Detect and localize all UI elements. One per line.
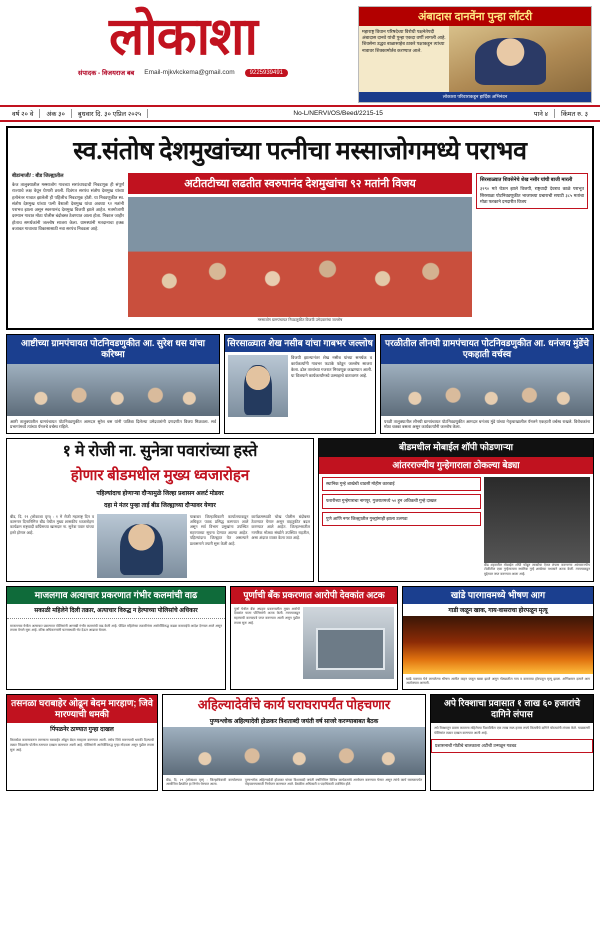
story-sirsala-body: विजयी झाल्यानंतर शेख नसीब यांच्या समर्थक व कार्यकर्त्यांनी गावभर फटाके फोडून जल्लोष साजरा केला. ढोल ताशांच्या गजरात मिरवणूक काढण्यात आली. या विजयाने कार्यकर्त्यांमध्ये उत्साहाचे वातावरण आहे.	[291, 355, 372, 379]
volume-label: वर्ष २० वे	[6, 109, 40, 118]
story-pawar-col-2: याबाबत जिल्हाधिकारी कार्यालयाकडून अधिकृत पत्रक प्रसिद्ध करण्यात आले असून सर्व विभाग प्रमुखांना उपस्थित राहण्याच्या सूचना देण्यात आल्या आहेत. पहिल्यांदाच जिल्ह्यात येत असल्याने प्रशासनाने तयारी सुरू केली आहे.	[189, 513, 249, 546]
lead-right-highlight	[476, 173, 588, 209]
story-purna-photo	[303, 607, 394, 679]
story-assault-body: किरकोळ कारणावरून तरुणाला घराबाहेर ओढून बेदम मारहाण करण्यात आली. तसेच जिवे मारण्याची धमकी दिल्याची तक्रार पिंपळनेर पोलीस ठाण्यात दाखल करण्यात आली आहे. पोलिसांनी आरोपींविरुद्ध गुन्हा नोंदवला असून पुढील तपास सुरू आहे.	[10, 738, 154, 752]
story-ashti-headline: आष्टीच्या ग्रामपंचायत पोटनिवडणुकीत आ. सुरेश धस यांचा करिष्मा	[7, 335, 219, 364]
story-fire-photo	[403, 616, 593, 674]
story-ahilyadevi-body: पुण्यश्लोक अहिल्यादेवी होळकर यांच्या त्रिशताब्दी जयंती वर्षानिमित्त विविध कार्यक्रमांचे आयोजन करण्यात येणार असून त्यांचे कार्य घराघरापर्यंत पोहचवण्यासाठी नियोजन करण्यात आले. बैठकीस अधिकारी व पदाधिकारी उपस्थित होते.	[244, 777, 422, 787]
story-ashti[interactable]	[6, 334, 220, 434]
story-purna-headline: पूर्णाची बँक प्रकरणात आरोपी देवकांत अटक	[231, 587, 397, 604]
story-ashti-body: आष्टी तालुक्यातील ग्रामपंचायत पोटनिवडणुकीत आमदार सुरेश धस यांनी पाठिंबा दिलेल्या उमेदवारांनी दणदणीत विजय मिळवला. सर्व प्रभागांमध्ये त्यांच्या पॅनलचे वर्चस्व राहिले.	[10, 418, 216, 430]
story-sirsala[interactable]	[224, 334, 376, 434]
masthead-left	[8, 6, 358, 77]
price-label: किंमत रु. ३	[561, 111, 588, 118]
second-row	[6, 334, 594, 434]
story-mobile-headline-1: बीडमधील मोबाईल शॉपी फोडणाऱ्या	[319, 439, 593, 456]
story-pawar-headline-2: होणार बीडमधील मुख्य ध्वजारोहन	[70, 467, 250, 484]
lead-photo-caption: मस्साजोग ग्रामपंचायत निवडणुकीत विजयी उमेदवारांचा जल्लोष	[257, 318, 343, 322]
pages-label: पाने ४	[528, 109, 555, 118]
story-mobile-headline-2: आंतरराज्यीय गुन्हेगाराला ठोकल्या बेड्या	[319, 457, 593, 474]
story-pawar-subline-1: पहिल्यांदाच होणाऱ्या दौऱ्यामुळे जिल्हा प्रशासन अलर्ट मोडवर	[96, 490, 224, 497]
story-assault-subhead: पिंपळनेर ठाण्यात गुन्हा दाखल	[50, 727, 114, 734]
ad-text: महाराष्ट्र विधान परिषदेच्या विरोधी पक्षनेतेपदी अंबादास दानवे यांची पुन्हा एकदा वर्णी लागली आहे. शिवसेना उद्धव बाळासाहेब ठाकरे पक्षाकडून त्यांच्या नावावर शिक्कामोर्तब करण्यात आले.	[362, 29, 446, 53]
issue-label: अंक ३०	[40, 109, 72, 118]
story-purna-bank[interactable]	[230, 586, 398, 690]
story-pawar-headline-1: १ मे रोजी ना. सुनेत्रा पवारांच्या हस्ते	[62, 443, 258, 461]
story-pawar-subline-2: दहा मे नंतर पुन्हा ताई बीड जिल्ह्याच्या दौऱ्यावर येणार	[104, 502, 216, 509]
story-assault-headline: तसनळा घराबाहेर ओढून बेदम मारहाण; जिवे मारण्याची धमकी	[7, 695, 157, 724]
rni-label: No-L/NERVI/OS/Beed/2215-15	[293, 110, 383, 117]
editor-label: संपादक - विजयराज बब	[77, 70, 135, 77]
story-mobile-point-1: स्थानिक गुन्हे शाखेची धाडसी मोहीम कारवाई	[322, 477, 481, 491]
ad-body	[359, 26, 591, 92]
story-majalgaon-subline: सकाळी महिलेने दिली तक्रार, अत्याचार विरुद्ध न हेल्पाच्या पोलिसांचे अधिकार	[34, 607, 198, 614]
story-parli-headline: परळीतील लीनघी ग्रामपंचायत पोटनिवडणुकीत आ. धनंजय मुंडेंचे एकहाती वर्चस्व	[381, 335, 593, 364]
story-parli-photo	[381, 364, 593, 416]
fourth-row	[6, 586, 594, 690]
lead-right-body: ३२९० मते घेऊन झाले विजयी, राष्ट्रवादी देवराव काळे पराभूत सिरसाळा पोटनिवडणुकीत भाजपच्या प्रचाराची सपाटी ३८५ मतांचा मोठा फरकाने दमदारीत विजय	[480, 186, 584, 204]
story-majalgaon-body: माजलगाव येथील अत्याचार प्रकरणात पोलिसांनी आणखी गंभीर कलमांची वाढ केली आहे. पीडित महिलेच्या तक्रारीनंतर आरोपींविरुद्ध कडक कारवाईचे आदेश देण्यात आले असून तपास वेगाने सुरू आहे. वरिष्ठ अधिकाऱ्यांनी घटनास्थळी भेट देऊन आढावा घेतला.	[10, 623, 222, 633]
ad-title: अंबादास दानवेंना पुन्हा लॉटरी	[359, 7, 591, 26]
date-label: बुधवार दि. ३० एप्रिल २०२५	[72, 109, 149, 118]
story-fire-subline: गाडी जळून खाक, गाय-वासराचा होरपळून मृत्यू	[448, 607, 548, 614]
story-mobile-point-3: पुणे आणि नगर जिल्ह्यातील गुन्ह्यांमाही झाला उलगडा	[322, 512, 481, 526]
lead-headline: स्व.संतोष देशमुखांच्या पत्नीचा मस्साजोगमध्ये पराभव	[73, 138, 527, 165]
story-pawar-col-1: बीड, दि. २९ (लोकाशा वृत्त) : १ मे रोजी महाराष्ट्र दिन व कामगार दिनानिमित्त बीड येथील मुख्य शासकीय ध्वजारोहण कार्यक्रम राष्ट्रवादी काँग्रेसच्या खासदार ना. सुनेत्रा पवार यांच्या हस्ते होणार आहे.	[10, 513, 94, 535]
story-mobile-theft[interactable]	[318, 438, 594, 581]
story-ahilyadevi[interactable]	[162, 694, 426, 791]
story-jewel-theft[interactable]	[430, 694, 594, 791]
story-ahilyadevi-photo	[163, 727, 425, 775]
story-ahilyadevi-byline: बीड, दि. २९ (लोकाशा वृत्त) : जिल्हाधिकारी कार्यालयात आयोजित बैठकीत हा निर्णय घेण्यात आला.	[166, 777, 242, 787]
lead-photo	[128, 197, 472, 317]
story-fire[interactable]	[402, 586, 594, 690]
email-label: Email-mjkvkckema@gmail.com	[144, 69, 235, 76]
story-parli-body: परळी तालुक्यातील लीनघी ग्रामपंचायत पोटनिवडणुकीत आमदार धनंजय मुंडे यांच्या नेतृत्वाखालील पॅनलने एकहाती वर्चस्व राखले. विरोधकांना मोठा धक्का बसला असून कार्यकर्त्यांनी जल्लोष केला.	[384, 418, 590, 430]
lead-subhead: अटीतटीच्या लढतीत स्वरुपानंद देशमुखांचा ९२ मतांनी विजय	[128, 173, 472, 194]
ad-footer: लोकाशा परिवाराकडून हार्दिक अभिनंदन	[359, 92, 591, 102]
lead-right-column	[476, 173, 588, 324]
story-pawar-photo	[97, 514, 187, 578]
masthead	[0, 0, 600, 105]
story-jewel-headline: अपे रिक्शाचा प्रवासात १ लाख ६० हजारांचे दागिने लंपास	[431, 695, 593, 724]
story-purna-body: पूर्णा येथील बँक अपहार प्रकरणातील मुख्य आरोपी देवकांत याला पोलिसांनी अटक केली. त्याच्याकडून महत्त्वाची कागदपत्रे जप्त करण्यात आली असून पुढील तपास सुरू आहे.	[234, 606, 300, 625]
newspaper-logo: लोकाशा	[109, 9, 257, 66]
story-majalgaon[interactable]	[6, 586, 226, 690]
story-pawar-col-3: कार्यक्रमस्थळी चोख पोलीस बंदोबस्त ठेवण्यात येणार असून वाहतुकीत बदल करण्यात आले आहेत. जिल्हाभरातील नागरिक मोठ्या संख्येने उपस्थित राहतील, असा अंदाज व्यक्त केला जात आहे.	[251, 513, 311, 541]
story-mobile-point-2: फरारीच्या गुन्हेगाराचा नागपूर, गुजरातमध्ये ५० हून अधिकची गुन्हे दाखल	[322, 494, 481, 508]
story-ashti-photo	[7, 364, 219, 416]
ad-photo	[449, 26, 591, 92]
story-fire-body: खांडे पारगाव येथे लागलेल्या भीषण आगीत वाहन जळून खाक झाले असून गोठ्यातील गाय व वासराचा होरपळून मृत्यू झाला. अग्निशमन दलाने आग आटोक्यात आणली.	[406, 676, 590, 686]
masthead-advertisement[interactable]	[358, 6, 592, 103]
lead-left-column	[12, 173, 124, 324]
story-assault[interactable]	[6, 694, 158, 791]
story-mobile-photo	[484, 477, 590, 563]
story-ahilyadevi-subline: पुण्यश्लोक अहिल्यादेवी होळकर त्रिशताब्दी जयंती वर्ष साजरे करण्याबाबत बैठक	[209, 718, 379, 725]
story-sirsala-photo	[228, 355, 288, 417]
fifth-row	[6, 694, 594, 791]
lead-story	[6, 126, 594, 330]
lead-left-body: केज तालुक्यातील मस्साजोग गावच्या सरपंचपदाची निवडणूक ही संपूर्ण राज्याचे लक्ष वेधून घेणारी ठरली. दिवंगत सरपंच संतोष देशमुख यांच्या हत्येनंतर गावात झालेली ही पहिलीच निवडणूक होती. या निवडणुकीत स्व. संतोष देशमुख यांच्या पत्नी वैशाली देशमुख यांचा अवघ्या ९२ मतांनी पराभव झाला असून स्वरुपानंद देशमुख विजयी झाले आहेत. मतमोजणी दरम्यान गावात मोठा पोलीस बंदोबस्त ठेवण्यात आला होता. निकाल जाहीर होताच समर्थकांनी जल्लोष साजरा केला. ग्रामस्थांनी मतदानाचा हक्क बजावत गावाच्या विकासासाठी नवा सरपंच निवडला आहे.	[12, 182, 124, 231]
masthead-meta	[8, 68, 358, 77]
lead-columns	[8, 173, 592, 328]
story-parli[interactable]	[380, 334, 594, 434]
lead-middle-column	[128, 173, 472, 324]
story-fire-headline: खांडे पारगावमध्ये भीषण आग	[403, 587, 593, 604]
phone-label: 9225939491	[245, 69, 288, 77]
lead-dateline: बीड/माजी/ : बीड जिल्ह्यातील	[12, 173, 64, 179]
issue-info-strip	[0, 105, 600, 122]
story-jewel-note: प्रशासनाची गोठीचे चालकाला अटीची उन्मळून गडबड	[431, 739, 593, 753]
story-majalgaon-headline: माजलगाव अत्याचार प्रकरणात गंभीर कलमांची वाढ	[7, 587, 225, 604]
story-pawar[interactable]	[6, 438, 314, 581]
lead-right-title: सिरसाळ्यात शिवसेनेचे शेख नसीर यांची बाजी मारली	[480, 177, 573, 183]
story-sirsala-headline: सिरसाळ्यात शेख नसीब यांचा गाबभर जल्लोष	[225, 335, 375, 352]
story-ahilyadevi-headline: अहिल्यादेवींचे कार्य घराघरापर्यंत पोहचणार	[197, 696, 391, 712]
story-jewel-body: अपे रिक्शातून प्रवास करताना महिलेच्या पिशवीतील एक लाख साठ हजार रुपये किमतीचे दागिने चोरट्यांनी लंपास केले. याप्रकरणी पोलिसांत तक्रार दाखल करण्यात आली आहे.	[434, 726, 590, 736]
third-row	[6, 438, 594, 581]
story-mobile-body: बीड शहरातील मोबाईल शॉपी फोडून लाखोंचा ऐवज लंपास करणाऱ्या आंतरराज्यीय टोळीतील एका गुन्हेगाराला स्थानिक गुन्हे शाखेच्या पथकाने अटक केली. त्याच्याकडून मुद्देमाल जप्त करण्यात आला आहे.	[484, 562, 590, 577]
